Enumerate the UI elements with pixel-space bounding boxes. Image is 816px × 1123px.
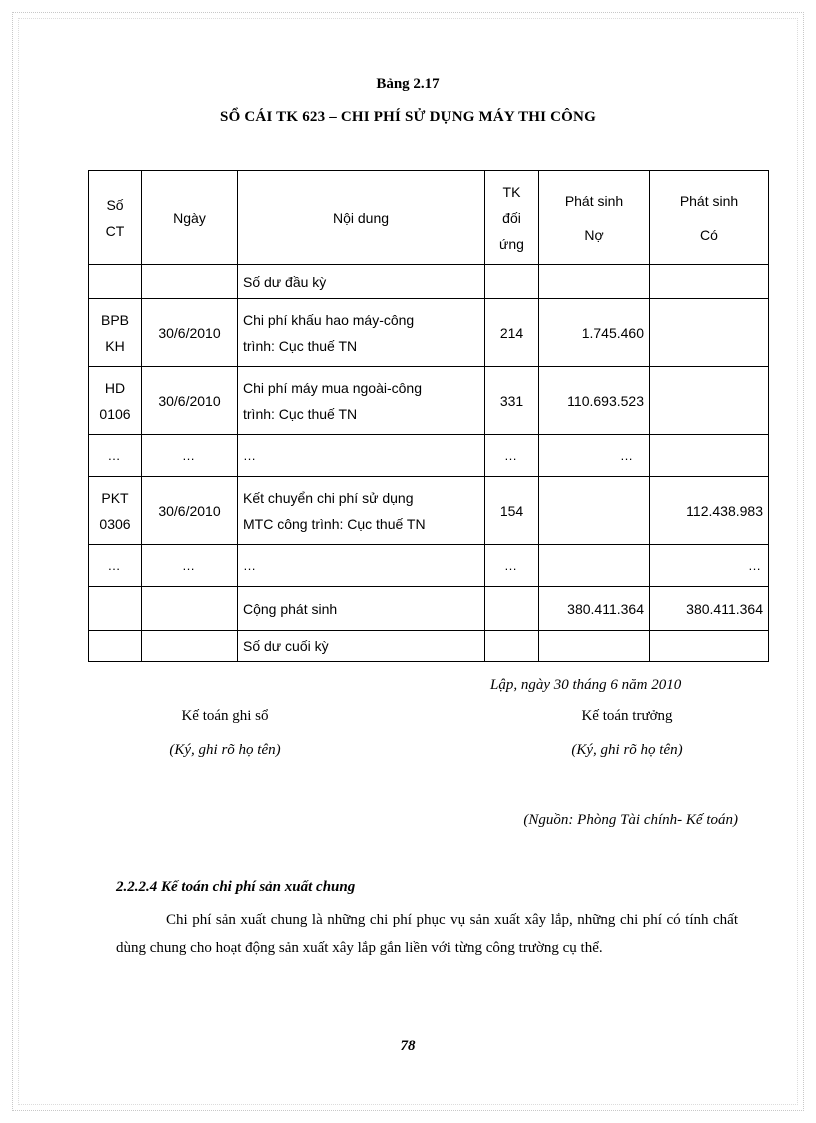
table-row-ellipsis <box>89 435 769 477</box>
cell-co: 112.438.983 <box>650 477 769 545</box>
cell-ngay: 30/6/2010 <box>142 367 238 435</box>
opening-balance-row <box>89 265 769 299</box>
cell-tk: 331 <box>485 367 539 435</box>
cell-so-ct: … <box>89 545 142 587</box>
cell-noi-dung: Chi phí khấu hao máy-công trình: Cục thuế TN <box>238 299 485 367</box>
cell-so-ct: HD 0106 <box>89 367 142 435</box>
total-label: Cộng phát sinh <box>238 587 485 631</box>
table-label: Bảng 2.17 <box>376 76 440 92</box>
cell-tk: 154 <box>485 477 539 545</box>
closing-balance-row <box>89 631 769 662</box>
cell-no: 1.745.460 <box>539 299 650 367</box>
header-so-ct: Số CT <box>89 171 142 265</box>
page-number: 78 <box>400 1038 416 1054</box>
sign-date: Lập, ngày 30 tháng 6 năm 2010 <box>490 677 682 693</box>
closing-balance-label: Số dư cuối kỳ <box>238 631 485 662</box>
table-row <box>89 367 769 435</box>
cell-so-ct: PKT 0306 <box>89 477 142 545</box>
total-no: 380.411.364 <box>539 587 650 631</box>
total-co: 380.411.364 <box>650 587 769 631</box>
cell-co <box>650 435 769 477</box>
cell-tk: … <box>485 435 539 477</box>
cell-noi-dung: … <box>238 545 485 587</box>
cell-no: 110.693.523 <box>539 367 650 435</box>
header-row <box>89 171 769 265</box>
cell-noi-dung: Kết chuyển chi phí sử dụng MTC công trình: Cục thuế TN <box>238 477 485 545</box>
cell-so-ct: BPB KH <box>89 299 142 367</box>
cell-so-ct: … <box>89 435 142 477</box>
signature-right-title: Kế toán trưởng <box>581 708 673 724</box>
signature-left-title: Kế toán ghi sổ <box>181 708 269 724</box>
table-row-ellipsis <box>89 545 769 587</box>
header-phat-sinh-co: Phát sinh Có <box>650 171 769 265</box>
total-row <box>89 587 769 631</box>
cell-tk: … <box>485 545 539 587</box>
header-ngay: Ngày <box>142 171 238 265</box>
header-phat-sinh-no: Phát sinh Nợ <box>539 171 650 265</box>
cell-tk: 214 <box>485 299 539 367</box>
header-tk-doi-ung: TK đối ứng <box>485 171 539 265</box>
table-title: SỔ CÁI TK 623 – CHI PHÍ SỬ DỤNG MÁY THI CÔNG <box>220 109 596 125</box>
cell-no: … <box>539 435 650 477</box>
opening-balance-label: Số dư đầu kỳ <box>238 265 485 299</box>
section-heading: 2.2.2.4 Kế toán chi phí sản xuất chung <box>116 879 356 895</box>
table-row <box>89 477 769 545</box>
table-row <box>89 299 769 367</box>
cell-co: … <box>650 545 769 587</box>
cell-co <box>650 299 769 367</box>
cell-co <box>650 367 769 435</box>
body-paragraph: Chi phí sản xuất chung là những chi phí phục vụ sản xuất xây lắp, những chi phí có tính chất dùng chung cho hoạt động sản xuất xây lắp gắn liền với từng công trường cụ thể. <box>116 912 738 956</box>
cell-ngay: … <box>142 545 238 587</box>
signature-left-note: (Ký, ghi rõ họ tên) <box>169 742 281 758</box>
source-note: (Nguồn: Phòng Tài chính- Kế toán) <box>523 812 738 828</box>
cell-ngay: … <box>142 435 238 477</box>
cell-no <box>539 545 650 587</box>
cell-noi-dung: Chi phí máy mua ngoài-công trình: Cục thuế TN <box>238 367 485 435</box>
header-noi-dung: Nội dung <box>238 171 485 265</box>
ledger-table <box>88 170 769 662</box>
signature-right-note: (Ký, ghi rõ họ tên) <box>571 742 683 758</box>
cell-no <box>539 477 650 545</box>
cell-ngay: 30/6/2010 <box>142 477 238 545</box>
cell-noi-dung: … <box>238 435 485 477</box>
cell-ngay: 30/6/2010 <box>142 299 238 367</box>
